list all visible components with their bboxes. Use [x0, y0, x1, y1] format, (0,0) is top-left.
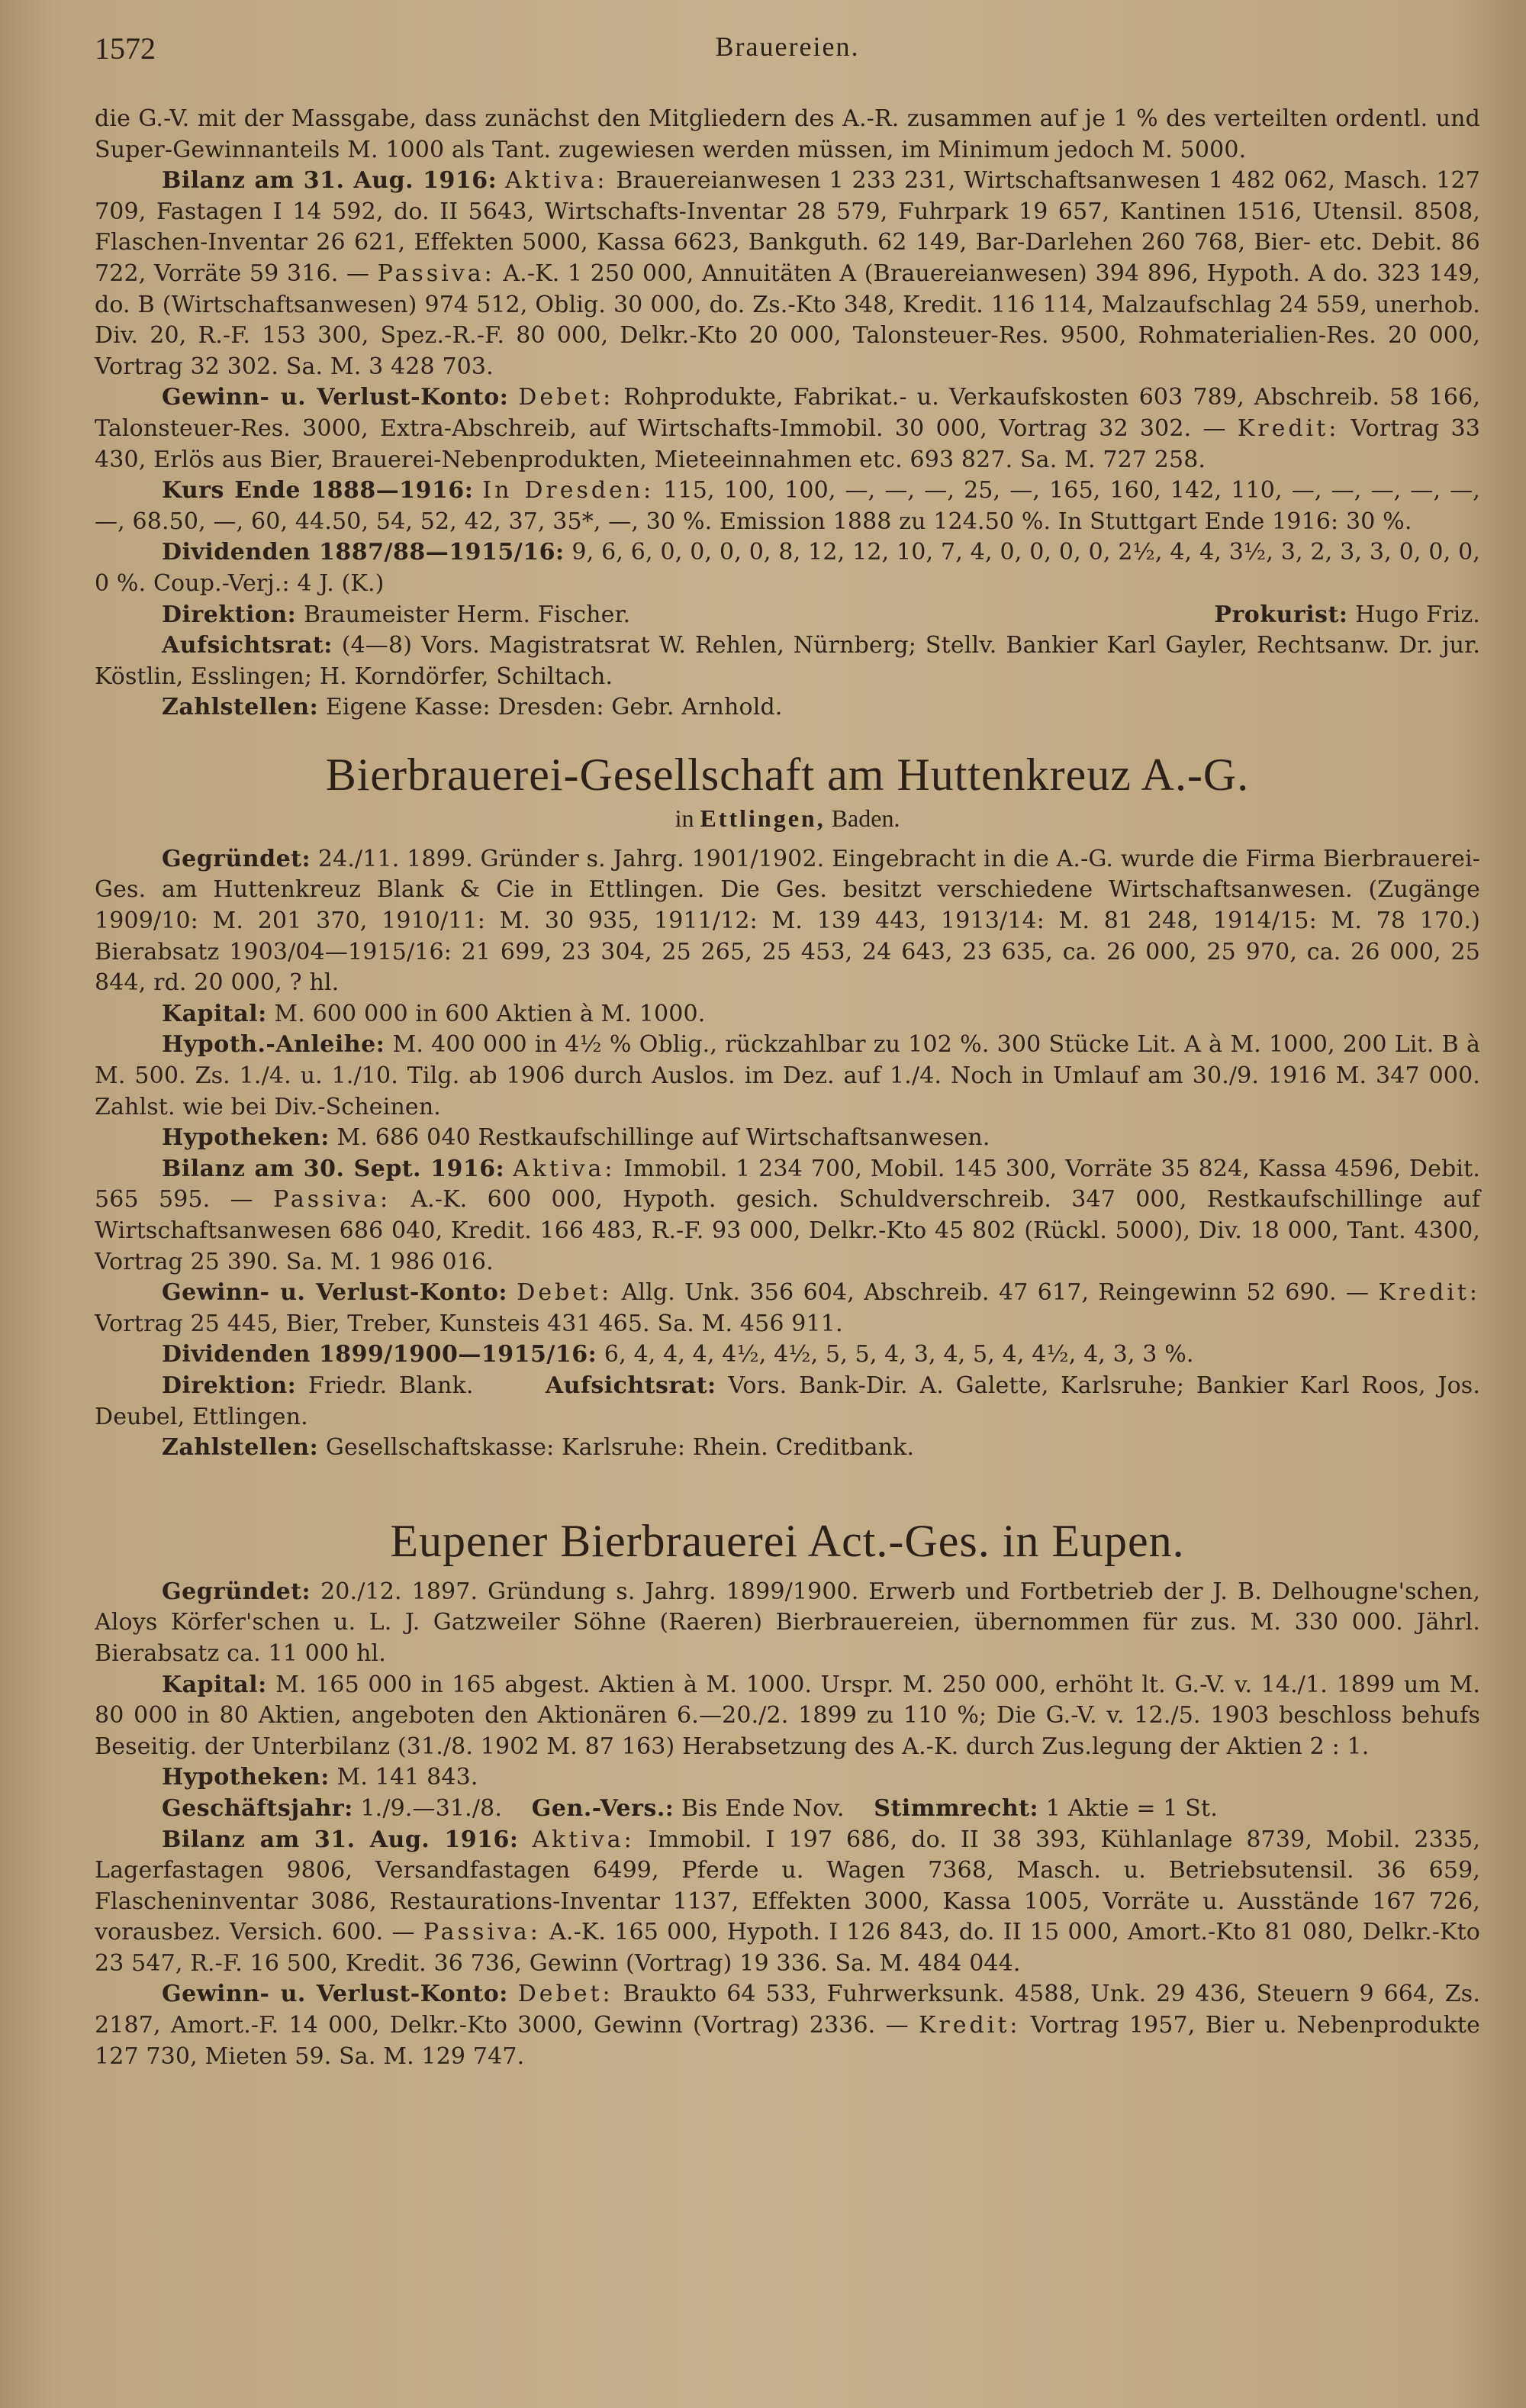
authorized-officer-label: Prokurist: — [1214, 601, 1348, 628]
mortgages-text: M. 686 040 Restkaufschillinge auf Wirtschaftsanwesen. — [336, 1124, 990, 1152]
credit-text: Vortrag 25 445, Bier, Treber, Kunsteis 431 465. Sa. M. 456 911. — [95, 1310, 843, 1337]
capital-text: M. 600 000 in 600 Aktien à M. 1000. — [274, 1000, 706, 1027]
liabilities-label: Passiva: — [423, 1919, 541, 1946]
articles-provision: die G.-V. mit der Massgabe, dass zunächst den Mitgliedern des A.-R. zusammen auf je 1 % des verteilten ordentl. und Super-Gewinnanteils M. 1000 als Tant. zugewiesen werden müssen, im Minimum jedoch M. 5000. — [95, 105, 1480, 163]
balance-sheet — [95, 1154, 1480, 1278]
mortgage-loan-text: M. 400 000 in 4½ % Oblig., rückzahlbar zu 102 %. 300 Stücke Lit. A à M. 1000, 200 Lit. B à M. 500. Zs. 1./4. u. 1./10. Tilg. ab 1906 durch Auslos. im Dez. auf 1./4. Noch in Umlauf am 30./9. 1916 M. 347 000. Zahlst. wie bei Div.-Scheinen. — [95, 1031, 1480, 1120]
mortgages — [95, 1123, 1480, 1154]
assets-text: Immobil. 1 234 700, Mobil. 145 300, Vorräte 35 824, Kassa 4596, Debit. 565 595. — — [95, 1155, 1480, 1214]
liabilities-label: Passiva: — [377, 259, 495, 287]
dividends-text: 6, 4, 4, 4, 4½, 4½, 5, 5, 4, 3, 4, 5, 4, 4½, 4, 3, 3 %. — [604, 1341, 1194, 1368]
founded — [95, 844, 1480, 999]
running-head — [95, 31, 1480, 67]
credit-label: Kredit: — [1237, 414, 1340, 442]
supervisory-board-label: Aufsichtsrat: — [545, 1372, 716, 1399]
liabilities-text: A.-K. 600 000, Hypoth. gesich. Schuldverschreib. 347 000, Restkaufschillinge auf Wirtschaftsanwesen 686 040, Kredit. 166 483, R.-F. 93 000, Delkr.-Kto 45 802 (Rückl. 5000), Div. 18 000, Tant. 4300, Vortrag 25 390. Sa. M. 1 986 016. — [95, 1186, 1480, 1275]
founded-text: 24./11. 1899. Gründer s. Jahrg. 1901/1902. Eingebracht in die A.-G. wurde die Firma Bierbrauerei-Ges. am Huttenkreuz Blank & Cie in Ettlingen. Die Ges. besitzt verschiedene Wirtschaftsanwesen. (Zugänge 1909/10: M. 201 370, 1910/11: M. 30 935, 1911/12: M. 139 443, 1913/14: M. 81 248, 1914/15: M. 78 170.) Bierabsatz 1903/04—1915/16: 21 699, 23 304, 25 265, 25 453, 24 643, 23 635, ca. 26 000, 25 970, ca. 26 000, 25 844, rd. 20 000, ? hl. — [95, 845, 1481, 997]
mortgages-label: Hypotheken: — [162, 1124, 330, 1152]
debit-label: Debet: — [517, 1981, 613, 2008]
liabilities-text: A.-K. 165 000, Hypoth. I 126 843, do. II 15 000, Amort.-Kto 81 080, Delkr.-Kto 23 547, R.-F. 16 500, Kredit. 36 736, Gewinn (Vortrag) 19 336. Sa. M. 484 044. — [95, 1919, 1481, 1977]
management-and-board — [95, 1371, 1480, 1433]
capital-text: M. 165 000 in 165 abgest. Aktien à M. 1000. Urspr. M. 250 000, erhöht lt. G.-V. v. 14./1. 1899 um M. 80 000 in 80 Aktien, angeboten den Aktionären 6.—20./2. 1899 zu 110 %; Die G.-V. v. 12./5. 1903 beschloss behufs Beseitig. der Unterbilanz (31./8. 1902 M. 87 163) Herabsetzung des A.-K. durch Zus.legung der Aktien 2 : 1. — [95, 1671, 1481, 1760]
general-meeting-label: Gen.-Vers.: — [531, 1794, 674, 1822]
assets-label: Aktiva: — [513, 1155, 616, 1182]
profit-loss-label: Gewinn- u. Verlust-Konto: — [162, 1981, 508, 2008]
fiscal-year-text: 1./9.—31./8. — [360, 1794, 503, 1822]
company-title: Eupener Bierbrauerei Act.-Ges. in Eupen. — [390, 1515, 1185, 1566]
supervisory-board-text: (4—8) Vors. Magistratsrat W. Rehlen, Nürnberg; Stellv. Bankier Karl Gayler, Rechtsanw. Dr. jur. Köstlin, Esslingen; H. Korndörfer, Schiltach. — [95, 632, 1480, 690]
paying-agents — [95, 692, 1480, 724]
dividends-text: 9, 6, 6, 0, 0, 0, 0, 8, 12, 12, 10, 7, 4, 0, 0, 0, 0, 2½, 4, 4, 3½, 3, 2, 3, 3, 0, 0, 0, 0 %. Coup.-Verj.: 4 J. (K.) — [95, 539, 1480, 597]
paying-agents-label: Zahlstellen: — [162, 1434, 319, 1462]
fiscal-year — [95, 1794, 1480, 1825]
management-label: Direktion: — [162, 601, 297, 628]
paying-agents-text: Gesellschaftskasse: Karlsruhe: Rhein. Creditbank. — [325, 1434, 915, 1462]
capital — [95, 999, 1480, 1030]
general-meeting-text: Bis Ende Nov. — [681, 1794, 845, 1822]
balance-label: Bilanz am 31. Aug. 1916: — [162, 167, 497, 195]
mortgages-text: M. 141 843. — [336, 1764, 478, 1791]
balance-label: Bilanz am 30. Sept. 1916: — [162, 1155, 505, 1182]
credit-label: Kredit: — [919, 2012, 1021, 2039]
management — [95, 600, 1480, 631]
entry-continued — [95, 104, 1480, 724]
share-price — [95, 475, 1480, 537]
share-price-text: 115, 100, 100, —, —, —, 25, —, 165, 160, 142, 110, —, —, —, —, —, —, 68.50, —, 60, 44.50, 54, 52, 42, 37, 35*, —, 30 %. Emission 1888 zu 124.50 %. In Stuttgart Ende 1916: 30 %. — [95, 477, 1480, 535]
management-label: Direktion: — [162, 1372, 297, 1399]
balance-label: Bilanz am 31. Aug. 1916: — [162, 1826, 519, 1853]
voting-right-text: 1 Aktie = 1 St. — [1045, 1794, 1218, 1822]
paying-agents-label: Zahlstellen: — [162, 694, 319, 721]
mortgages-label: Hypotheken: — [162, 1764, 330, 1791]
assets-label: Aktiva: — [532, 1826, 635, 1853]
management-text: Braumeister Herm. Fischer. — [303, 601, 631, 628]
supervisory-board-text: Vors. Bank-Dir. A. Galette, Karlsruhe; Bankier Karl Roos, Jos. Deubel, Ettlingen. — [95, 1372, 1481, 1430]
assets-label: Aktiva: — [505, 167, 608, 195]
fiscal-year-label: Geschäftsjahr: — [162, 1794, 353, 1822]
dividends-label: Dividenden 1899/1900—1915/16: — [162, 1341, 597, 1368]
dividends — [95, 1339, 1480, 1371]
credit-text: Vortrag 33 430, Erlös aus Bier, Brauerei-Nebenprodukten, Mieteeinnahmen etc. 693 827. Sa. M. 727 258. — [95, 414, 1481, 473]
mortgage-loan-label: Hypoth.-Anleihe: — [162, 1031, 385, 1059]
share-price-label: Kurs Ende 1888—1916: — [162, 477, 474, 504]
dresden-label: In Dresden: — [482, 477, 655, 504]
paying-agents — [95, 1433, 1480, 1464]
management-right — [1147, 600, 1480, 631]
authorized-officer-text: Hugo Friz. — [1355, 601, 1480, 628]
founded-label: Gegründet: — [162, 845, 311, 872]
page-number: 1572 — [95, 31, 156, 66]
credit-text: Vortrag 1957, Bier u. Nebenprodukte 127 730, Mieten 59. Sa. M. 129 747. — [95, 2012, 1481, 2070]
profit-loss-account — [95, 382, 1480, 475]
profit-loss-label: Gewinn- u. Verlust-Konto: — [162, 384, 509, 411]
location-city: Ettlingen, — [700, 804, 826, 832]
debit-label: Debet: — [517, 1279, 613, 1307]
entry-eupen — [95, 1513, 1480, 2073]
capital — [95, 1670, 1480, 1763]
credit-label: Kredit: — [1378, 1279, 1480, 1307]
debit-text: Allg. Unk. 356 604, Abschreib. 47 617, Reingewinn 52 690. — — [621, 1279, 1370, 1307]
founded-text: 20./12. 1897. Gründung s. Jahrg. 1899/1900. Erwerb und Fortbetrieb der J. B. Delhougne'schen, Aloys Körfer'schen u. L. J. Gatzweiler Söhne (Raeren) Bierbrauereien, übernommen für zus. M. 330 000. Jährl. Bierabsatz ca. 11 000 hl. — [95, 1578, 1481, 1667]
location-region: Baden. — [831, 804, 900, 832]
entry-huttenkreuz — [95, 746, 1480, 1464]
assets-text: Brauereianwesen 1 233 231, Wirtschaftsanwesen 1 482 062, Masch. 127 709, Fastagen I 14 592, do. II 5643, Wirtschafts-Inventar 28 579, Fuhrpark 19 657, Kantinen 1516, Utensil. 8508, Flaschen-Inventar 26 621, Effekten 5000, Kassa 6623, Bankguth. 62 149, Bar-Darlehen 260 768, Bier- etc. Debit. 86 722, Vorräte 59 316. — — [95, 167, 1481, 287]
profit-loss-label: Gewinn- u. Verlust-Konto: — [162, 1279, 507, 1307]
location-prefix: in — [674, 804, 694, 832]
profit-loss-account — [95, 1278, 1480, 1339]
management-text: Friedr. Blank. — [307, 1372, 474, 1399]
supervisory-board — [95, 630, 1480, 692]
balance-sheet — [95, 1825, 1480, 1980]
dividends-label: Dividenden 1887/88—1915/16: — [162, 539, 565, 566]
capital-label: Kapital: — [162, 1671, 267, 1698]
assets-text: Immobil. I 197 686, do. II 38 393, Kühlanlage 8739, Mobil. 2335, Lagerfastagen 9806, Versandfastagen 6499, Pferde u. Wagen 7368, Masch. u. Betriebsutensil. 36 659, Flascheninventar 3086, Restaurations-Inventar 1137, Effekten 3000, Kassa 1005, Vorräte u. Ausstände 167 726, vorausbez. Versich. 600. — — [95, 1826, 1481, 1946]
balance-sheet — [95, 166, 1480, 382]
management-left — [95, 600, 630, 631]
debit-text: Rohprodukte, Fabrikat.- u. Verkaufskosten 603 789, Abschreib. 58 166, Talonsteuer-Res. 3000, Extra-Abschreib, auf Wirtschafts-Immobil. 30 000, Vortrag 32 302. — — [95, 384, 1481, 442]
company-title: Bierbrauerei-Gesellschaft am Huttenkreuz A.-G. — [325, 749, 1250, 800]
mortgages — [95, 1762, 1480, 1794]
mortgage-loan — [95, 1030, 1480, 1123]
debit-label: Debet: — [518, 384, 614, 411]
voting-right-label: Stimmrecht: — [874, 1794, 1039, 1822]
capital-label: Kapital: — [162, 1000, 267, 1027]
company-location — [95, 803, 1480, 833]
paying-agents-text: Eigene Kasse: Dresden: Gebr. Arnhold. — [325, 694, 783, 721]
supervisory-board-label: Aufsichtsrat: — [162, 632, 333, 659]
running-title: Brauereien. — [715, 31, 860, 62]
founded — [95, 1577, 1480, 1670]
profit-loss-account — [95, 1979, 1480, 2072]
dividends — [95, 537, 1480, 599]
liabilities-label: Passiva: — [273, 1186, 391, 1214]
debit-text: Braukto 64 533, Fuhrwerksunk. 4588, Unk. 29 436, Steuern 9 664, Zs. 2187, Amort.-F. 14 000, Delkr.-Kto 3000, Gewinn (Vortrag) 2336. — — [95, 1981, 1481, 2039]
liabilities-text: A.-K. 1 250 000, Annuitäten A (Brauereianwesen) 394 896, Hypoth. A do. 323 149, do. B (Wirtschaftsanwesen) 974 512, Oblig. 30 000, do. Zs.-Kto 348, Kredit. 116 114, Malzaufschlag 24 559, unerhob. Div. 20, R.-F. 153 300, Spez.-R.-F. 80 000, Delkr.-Kto 20 000, Talonsteuer-Res. 9500, Rohmaterialien-Res. 20 000, Vortrag 32 302. Sa. M. 3 428 703. — [95, 259, 1481, 380]
founded-label: Gegründet: — [162, 1578, 311, 1605]
